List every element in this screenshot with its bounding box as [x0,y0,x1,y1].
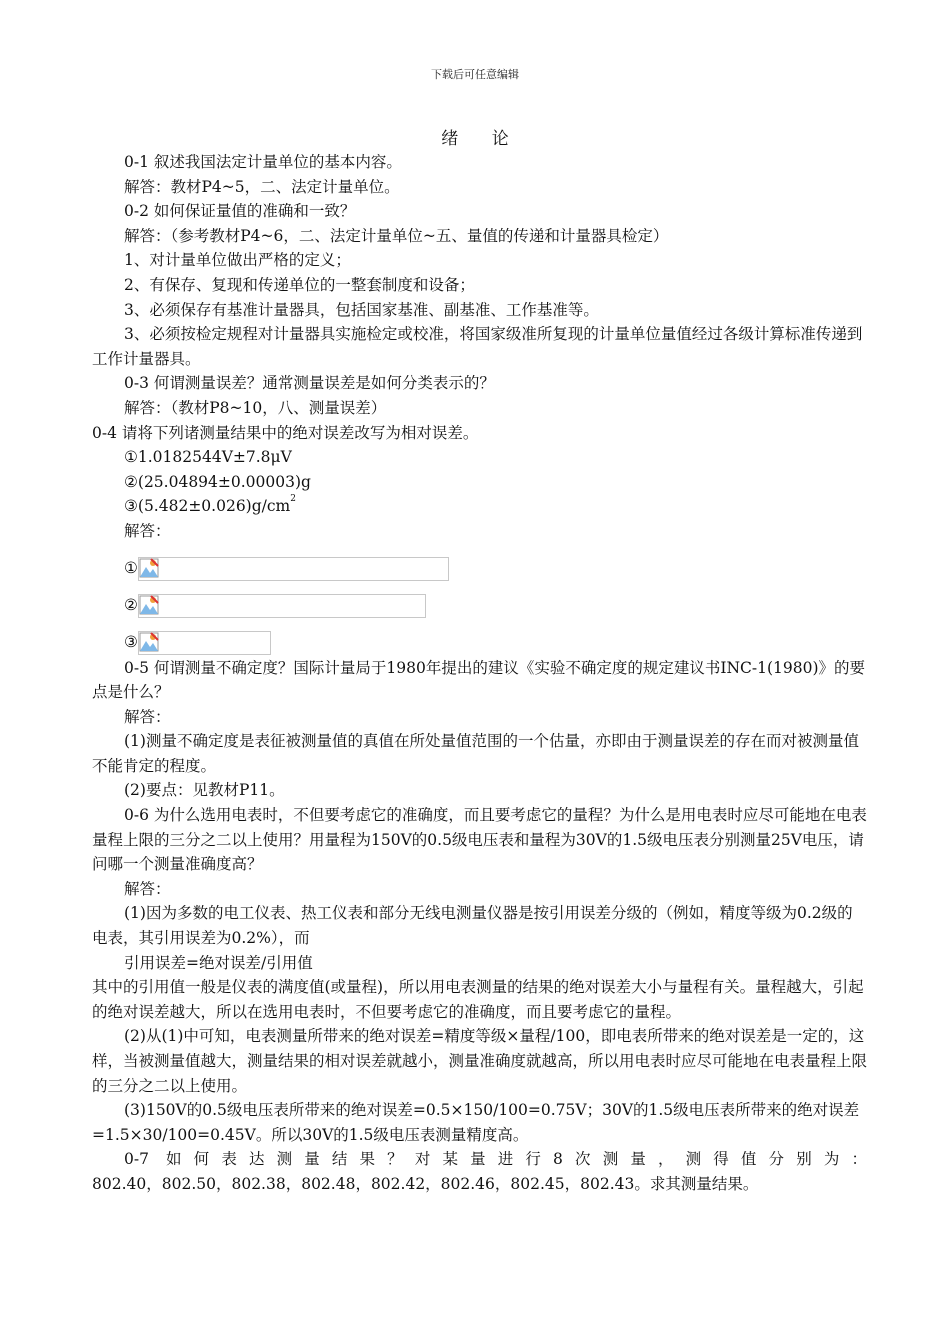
measurement-3-text: ③(5.482±0.026)g/cm [124,497,291,516]
broken-image-icon [139,558,159,578]
answer-0-5-part-1: (1)测量不确定度是表征被测量值的真值在所处量值范围的一个估量，亦即由于测量误差的存在而对被测量值不能肯定的程度。 [92,732,859,775]
question-0-1: 0-1 叙述我国法定计量单位的基本内容。 [124,153,402,171]
answer-0-6-part-1: (1)因为多数的电工仪表、热工仪表和部分无线电测量仪器是按引用误差分级的（例如，精度等级为0.2级的电表，其引用误差为0.2%），而 [92,904,853,948]
measurement-1: ①1.0182544V±7.8μV [124,448,292,467]
question-0-6: 0-6 为什么选用电表时，不但要考虑它的准确度，而且要考虑它的量程？为什么是用电表时应尽可能地在电表量程上限的三分之二以上使用？用量程为150V的0.5级电压表和量程为30V的1.5级电压表分别测量25V电压，请问哪一个测量准确度高？ [92,806,867,874]
answer-0-6-part-1-cont: 其中的引用值一般是仪表的满度值(或量程)，所以用电表测量的结果的绝对误差大小与量程有关。量程越大，引起的绝对误差越大，所以在选用电表时，不但要考虑它的准确度，而且要考虑它的量程。 [92,978,864,1021]
answer-0-6-label: 解答： [124,879,171,898]
equation-2-image [138,594,426,618]
answer-0-2: 解答：（参考教材P4~6，二、法定计量单位~五、量值的传递和计量器具检定） [124,226,669,245]
equation-row-3 [92,631,867,655]
answer-0-5-part-2: (2)要点：见教材P11。 [124,781,285,800]
question-0-7: 0-7 如何表达测量结果？对某量进行8次测量，测得值分别为： [124,1150,867,1169]
equation-3-marker: ③ [124,633,138,652]
broken-image-icon [139,595,159,615]
answer-0-5-label: 解答： [124,707,171,726]
answer-0-4-label: 解答： [124,521,171,540]
equation-1-image [138,557,449,581]
question-0-5: 0-5 何谓测量不确定度？国际计量局于1980年提出的建议《实验不确定度的规定建议书INC-1(1980)》的要点是什么？ [92,658,866,702]
broken-image-icon [139,632,159,652]
equation-row-2 [92,594,867,618]
answer-0-1: 解答：教材P4~5，二、法定计量单位。 [124,177,400,196]
measurement-3-exponent: 2 [290,494,296,505]
header-note: 下载后可任意编辑 [431,68,519,81]
equation-3-image [138,631,271,655]
answer-0-6-part-2: (2)从(1)中可知，电表测量所带来的绝对误差=精度等级×量程/100，即电表所带来的绝对误差是一定的，这样，当被测量值越大，测量结果的相对误差就越小，测量准确度就越高，所以用电表时应尽可能地在电表量程上限的三分之二以上使用。 [92,1027,868,1095]
page-title: 绪 论 [441,129,523,149]
equation-row-1 [92,557,867,581]
equation-2-marker: ② [124,596,138,615]
formula-reference-error: 引用误差=绝对误差/引用值 [124,953,313,972]
answer-0-2-item-3: 3、必须保存有基准计量器具，包括国家基准、副基准、工作基准等。 [124,300,599,319]
answer-0-3: 解答：（教材P8~10，八、测量误差） [124,398,387,417]
answer-0-2-item-1: 1、对计量单位做出严格的定义； [124,251,351,270]
measurement-3 [92,494,867,519]
question-0-2: 0-2 如何保证量值的准确和一致？ [124,202,356,221]
measurement-2: ②(25.04894±0.00003)g [124,472,311,491]
answer-0-6-part-3: (3)150V的0.5级电压表所带来的绝对误差=0.5×150/100=0.75V；30V的1.5级电压表所带来的绝对误差=1.5×30/100=0.45V。所以30V的1.5级电压表测量精度高。 [92,1101,860,1144]
question-0-3: 0-3 何谓测量误差？通常测量误差是如何分类表示的？ [124,374,495,393]
answer-0-2-item-4: 3、必须按检定规程对计量器具实施检定或校准，将国家级准所复现的计量单位量值经过各级计算标准传递到工作计量器具。 [92,325,863,368]
answer-0-2-item-2: 2、有保存、复现和传递单位的一整套制度和设备； [124,275,475,294]
question-0-7-values: 802.40，802.50，802.38，802.48，802.42，802.46，802.45，802.43。求其测量结果。 [92,1174,759,1193]
equation-1-marker: ① [124,559,138,578]
document-body [92,150,867,1197]
question-0-4: 0-4 请将下列诸测量结果中的绝对误差改写为相对误差。 [92,423,479,442]
